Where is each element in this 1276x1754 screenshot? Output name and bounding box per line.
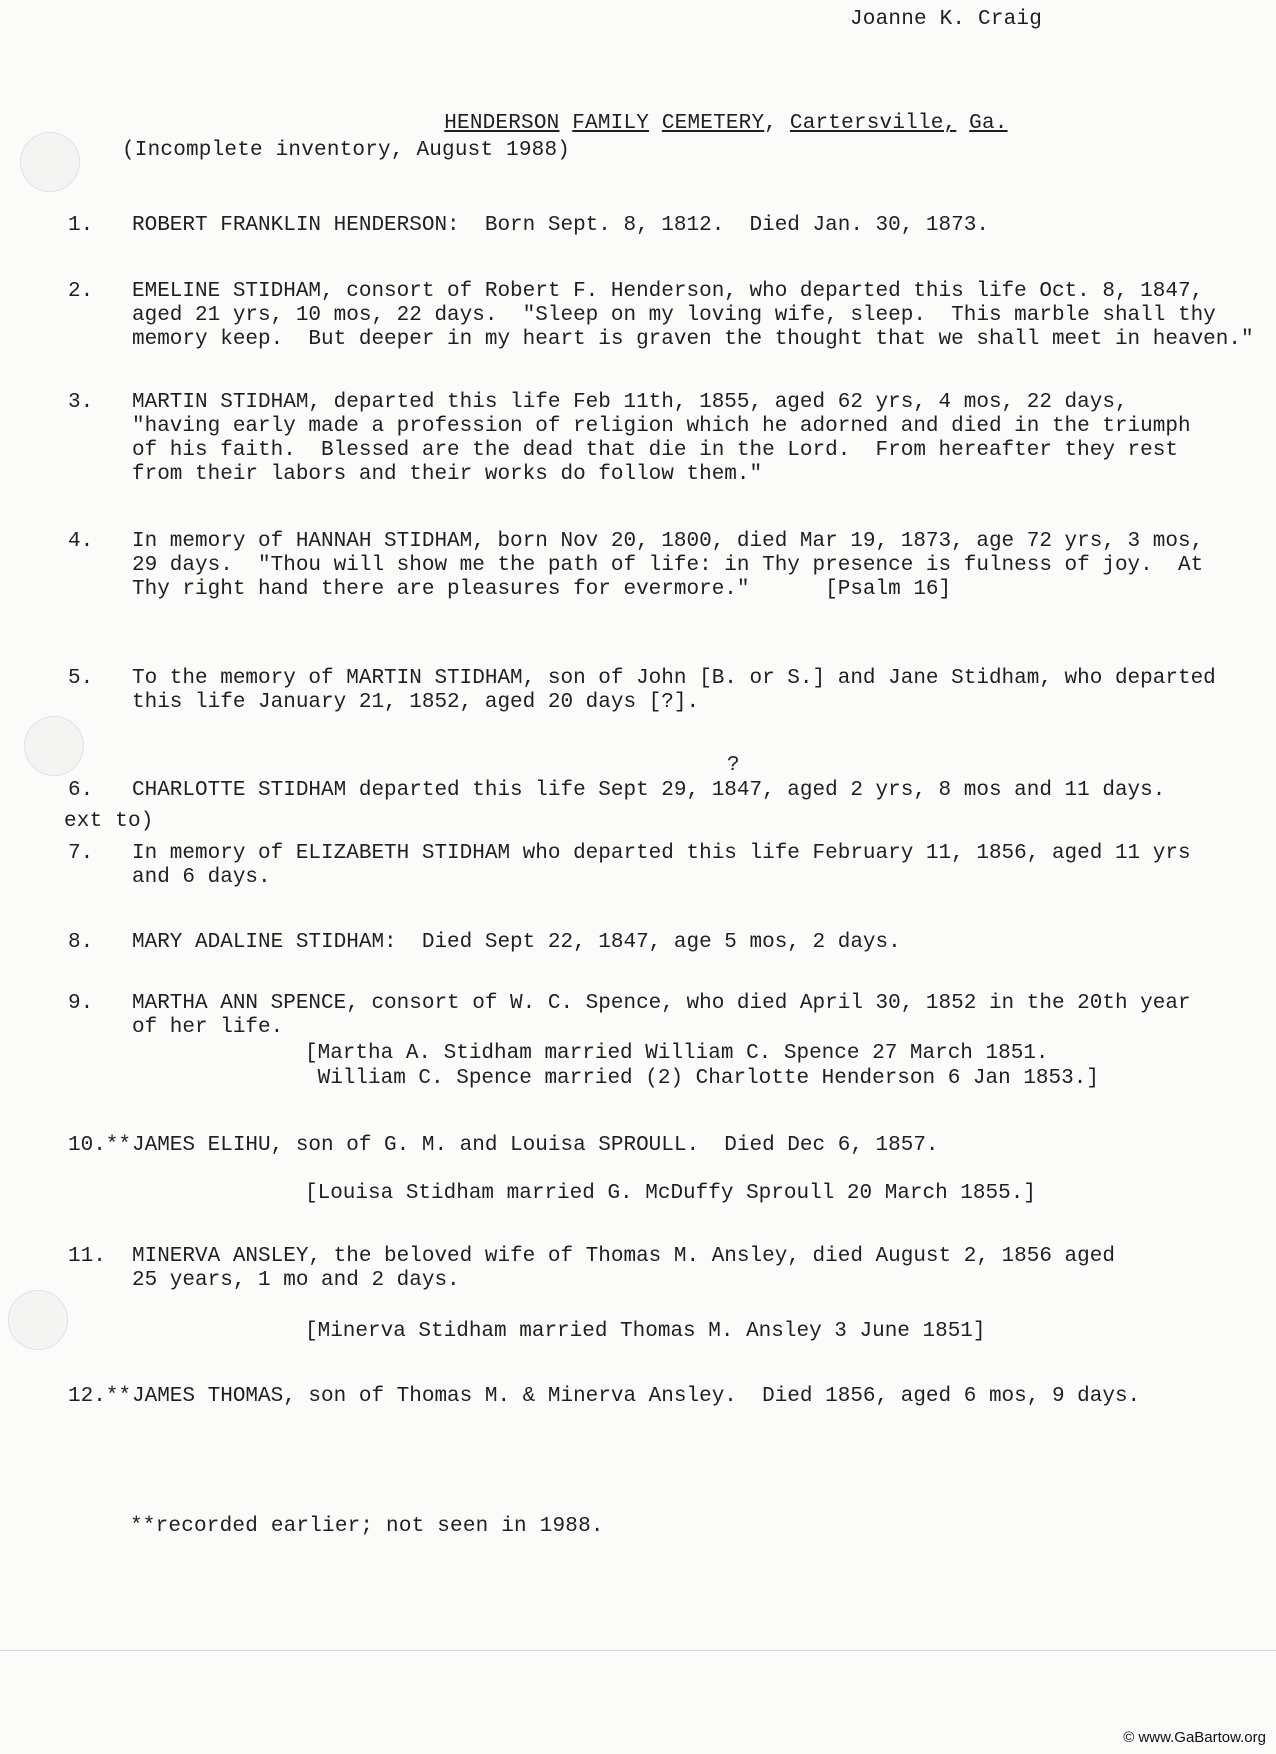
title-state: Ga.: [969, 112, 1008, 135]
entry-line: MARTHA ANN SPENCE, consort of W. C. Spence, who died April 30, 1852 in the 20th year: [132, 992, 1191, 1015]
entry-number: 12.**: [68, 1385, 132, 1408]
author-name: Joanne K. Craig: [850, 8, 1043, 31]
entry-number: 10.**: [68, 1134, 132, 1157]
title-place: Cartersville,: [789, 112, 957, 135]
entry-number: 3.: [68, 391, 94, 414]
page-edge-line: [0, 1650, 1276, 1651]
entry-line: this life January 21, 1852, aged 20 days [?].: [132, 691, 700, 714]
entry-line: In memory of ELIZABETH STIDHAM who departed this life February 11, 1856, aged 11 yrs: [132, 842, 1191, 865]
entry-note: [Martha A. Stidham married William C. Spence 27 March 1851.: [305, 1042, 1049, 1065]
title-word-1: HENDERSON: [444, 112, 560, 135]
punch-hole-bottom: [8, 1290, 68, 1350]
entry-line: Thy right hand there are pleasures for evermore." [Psalm 16]: [132, 578, 952, 601]
punch-hole-middle: [24, 716, 84, 776]
entry-number: 5.: [68, 667, 94, 690]
entry-number: 8.: [68, 931, 94, 954]
entry-number: 7.: [68, 842, 94, 865]
entry-note: [Minerva Stidham married Thomas M. Ansley 3 June 1851]: [305, 1320, 986, 1343]
stray-text: ext to): [64, 810, 154, 833]
entry-number: 4.: [68, 530, 94, 553]
entry-line: JAMES ELIHU, son of G. M. and Louisa SPROULL. Died Dec 6, 1857.: [132, 1134, 939, 1157]
entry-line: ROBERT FRANKLIN HENDERSON: Born Sept. 8, 1812. Died Jan. 30, 1873.: [132, 214, 989, 237]
entry-line: MARTIN STIDHAM, departed this life Feb 11th, 1855, aged 62 yrs, 4 mos, 22 days,: [132, 391, 1128, 414]
entry-line: of his faith. Blessed are the dead that die in the Lord. From hereafter they rest: [132, 439, 1178, 462]
title-word-3: CEMETERY: [661, 112, 765, 135]
entry-line: 29 days. "Thou will show me the path of life: in Thy presence is fulness of joy. At: [132, 554, 1204, 577]
entry-line: aged 21 yrs, 10 mos, 22 days. "Sleep on my loving wife, sleep. This marble shall thy: [132, 304, 1216, 327]
footnote: **recorded earlier; not seen in 1988.: [130, 1515, 604, 1538]
entry-note: [Louisa Stidham married G. McDuffy Sproull 20 March 1855.]: [305, 1182, 1036, 1205]
entry-line: 25 years, 1 mo and 2 days.: [132, 1269, 460, 1292]
entry-number: 1.: [68, 214, 94, 237]
query-mark: ?: [727, 754, 740, 777]
entry-line: CHARLOTTE STIDHAM departed this life Sept 29, 1847, aged 2 yrs, 8 mos and 11 days.: [132, 779, 1166, 802]
document-subtitle: (Incomplete inventory, August 1988): [122, 139, 571, 162]
entry-line: from their labors and their works do follow them.": [132, 463, 763, 486]
entry-line: In memory of HANNAH STIDHAM, born Nov 20, 1800, died Mar 19, 1873, age 72 yrs, 3 mos,: [132, 530, 1204, 553]
copyright-notice: © www.GaBartow.org: [1123, 1729, 1266, 1746]
entry-note: William C. Spence married (2) Charlotte Henderson 6 Jan 1853.]: [305, 1067, 1099, 1090]
entry-line: To the memory of MARTIN STIDHAM, son of John [B. or S.] and Jane Stidham, who departed: [132, 667, 1216, 690]
punch-hole-top: [20, 132, 80, 192]
entry-number: 11.: [68, 1245, 106, 1268]
entry-line: and 6 days.: [132, 866, 271, 889]
entry-line: memory keep. But deeper in my heart is graven the thought that we shall meet in heaven.": [132, 328, 1254, 351]
title-word-2: FAMILY: [572, 112, 650, 135]
entry-line: MARY ADALINE STIDHAM: Died Sept 22, 1847, age 5 mos, 2 days.: [132, 931, 901, 954]
entry-line: "having early made a profession of religion which he adorned and died in the triumph: [132, 415, 1191, 438]
title-separator: ,: [764, 112, 790, 135]
entry-line: EMELINE STIDHAM, consort of Robert F. Henderson, who departed this life Oct. 8, 1847,: [132, 280, 1204, 303]
entry-number: 2.: [68, 280, 94, 303]
entry-line: of her life.: [132, 1016, 284, 1039]
entry-number: 9.: [68, 992, 94, 1015]
entry-line: JAMES THOMAS, son of Thomas M. & Minerva Ansley. Died 1856, aged 6 mos, 9 days.: [132, 1385, 1141, 1408]
entry-line: MINERVA ANSLEY, the beloved wife of Thomas M. Ansley, died August 2, 1856 aged: [132, 1245, 1115, 1268]
entry-number: 6.: [68, 779, 94, 802]
